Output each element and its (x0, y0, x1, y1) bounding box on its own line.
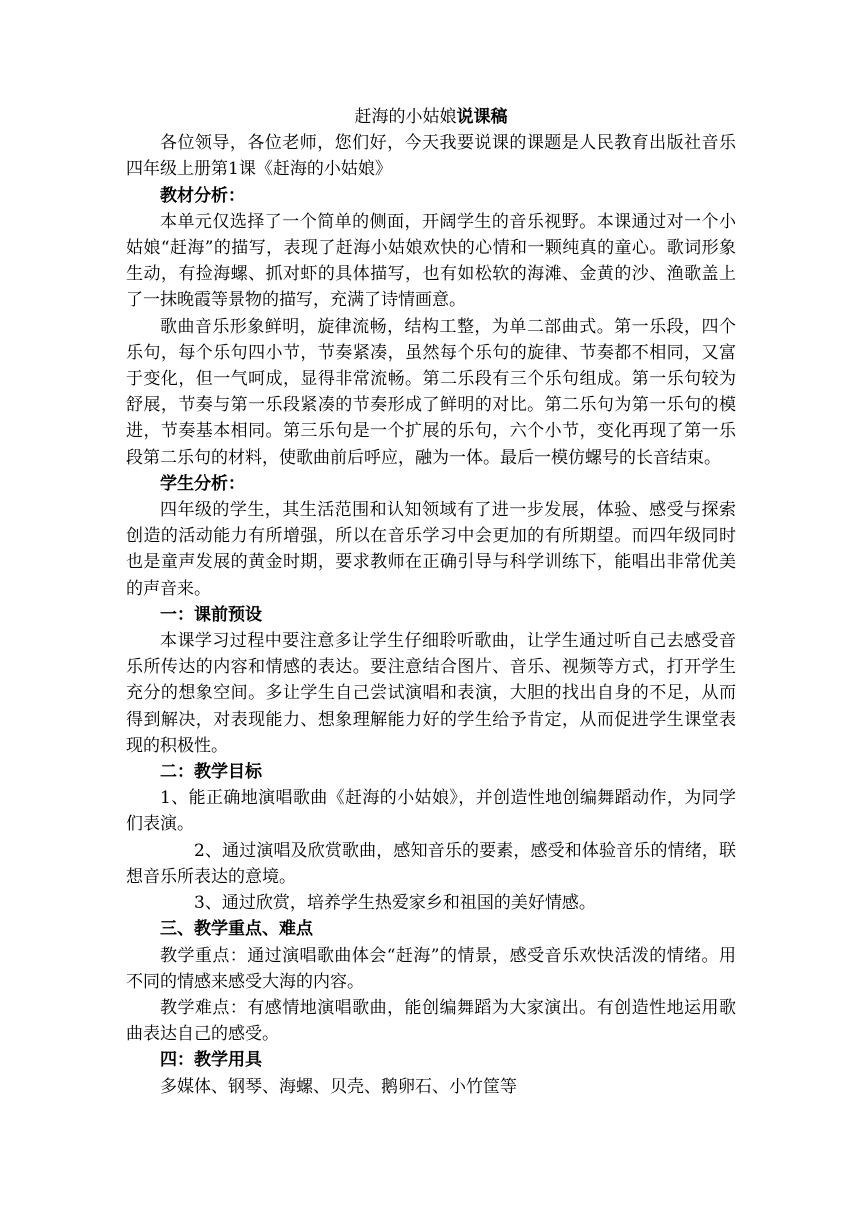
title-main: 赶海的小姑娘 (354, 107, 457, 127)
paragraph-difficulty: 教学难点：有感情地演唱歌曲，能创编舞蹈为大家演出。有创造性地运用歌曲表达自己的感受。 (126, 997, 736, 1045)
document-title (126, 104, 736, 130)
goal-2: 2、通过演唱及欣赏歌曲，感知音乐的要素，感受和体验音乐的情绪，联想音乐所表达的意境。 (126, 840, 736, 887)
heading-goals: 二：教学目标 (160, 762, 262, 783)
heading-preclass: 一：课前预设 (160, 604, 262, 625)
heading-textbook-analysis: 教材分析： (160, 185, 245, 206)
paragraph-materials: 多媒体、钢琴、海螺、贝壳、鹅卵石、小竹筐等 (160, 1076, 517, 1097)
goal-1: 1、能正确地演唱歌曲《赶海的小姑娘》，并创造性地创编舞蹈动作，为同学们表演。 (126, 788, 736, 835)
paragraph-students: 四年级的学生，其生活范围和认知领域有了进一步发展，体验、感受与探索创造的活动能力有所增强，所以在音乐学习中会更加的有所期望。而四年级同时也是童声发展的黄金时期，要求教师在正确引导与科学训练下，能唱出非常优美的声音来。 (126, 500, 736, 599)
intro-paragraph: 各位领导，各位老师，您们好，今天我要说课的课题是人民教育出版社音乐四年级上册第1课《赶海的小姑娘》 (126, 133, 736, 180)
document-page (126, 104, 736, 1100)
paragraph-textbook-2: 歌曲音乐形象鲜明，旋律流畅，结构工整，为单二部曲式。第一乐段，四个乐句，每个乐句四小节，节奏紧凑，虽然每个乐句的旋律、节奏都不相同，又富于变化，但一气呵成，显得非常流畅。第二乐段有三个乐句组成。第一乐句较为舒展，节奏与第一乐段紧凑的节奏形成了鲜明的对比。第二乐句为第一乐句的模进，节奏基本相同。第三乐句是一个扩展的乐句，六个小节，变化再现了第一乐段第二乐句的材料，使歌曲前后呼应，融为一体。最后一模仿螺号的长音结束。 (126, 316, 736, 468)
goal-3: 3、通过欣赏，培养学生热爱家乡和祖国的美好情感。 (194, 893, 596, 914)
heading-key-points: 三、教学重点、难点 (160, 919, 313, 940)
heading-student-analysis: 学生分析： (160, 473, 245, 494)
title-suffix: 说课稿 (456, 107, 508, 127)
heading-materials: 四：教学用具 (160, 1050, 262, 1071)
paragraph-key-point: 教学重点：通过演唱歌曲体会“赶海”的情景，感受音乐欢快活泼的情绪。用不同的情感来感受大海的内容。 (126, 945, 736, 992)
paragraph-preclass: 本课学习过程中要注意多让学生仔细聆听歌曲，让学生通过听自己去感受音乐所传达的内容和情感的表达。要注意结合图片、音乐、视频等方式，打开学生充分的想象空间。多让学生自己尝试演唱和表演，大胆的找出自身的不足，从而得到解决，对表现能力、想象理解能力好的学生给予肯定，从而促进学生课堂表现的积极性。 (126, 631, 736, 756)
paragraph-textbook-1: 本单元仅选择了一个简单的侧面，开阔学生的音乐视野。本课通过对一个小姑娘“赶海”的描写，表现了赶海小姑娘欢快的心情和一颗纯真的童心。歌词形象生动，有捡海螺、抓对虾的具体描写，也有如松软的海滩、金黄的沙、渔歌盖上了一抹晚霞等景物的描写，充满了诗情画意。 (126, 211, 736, 311)
